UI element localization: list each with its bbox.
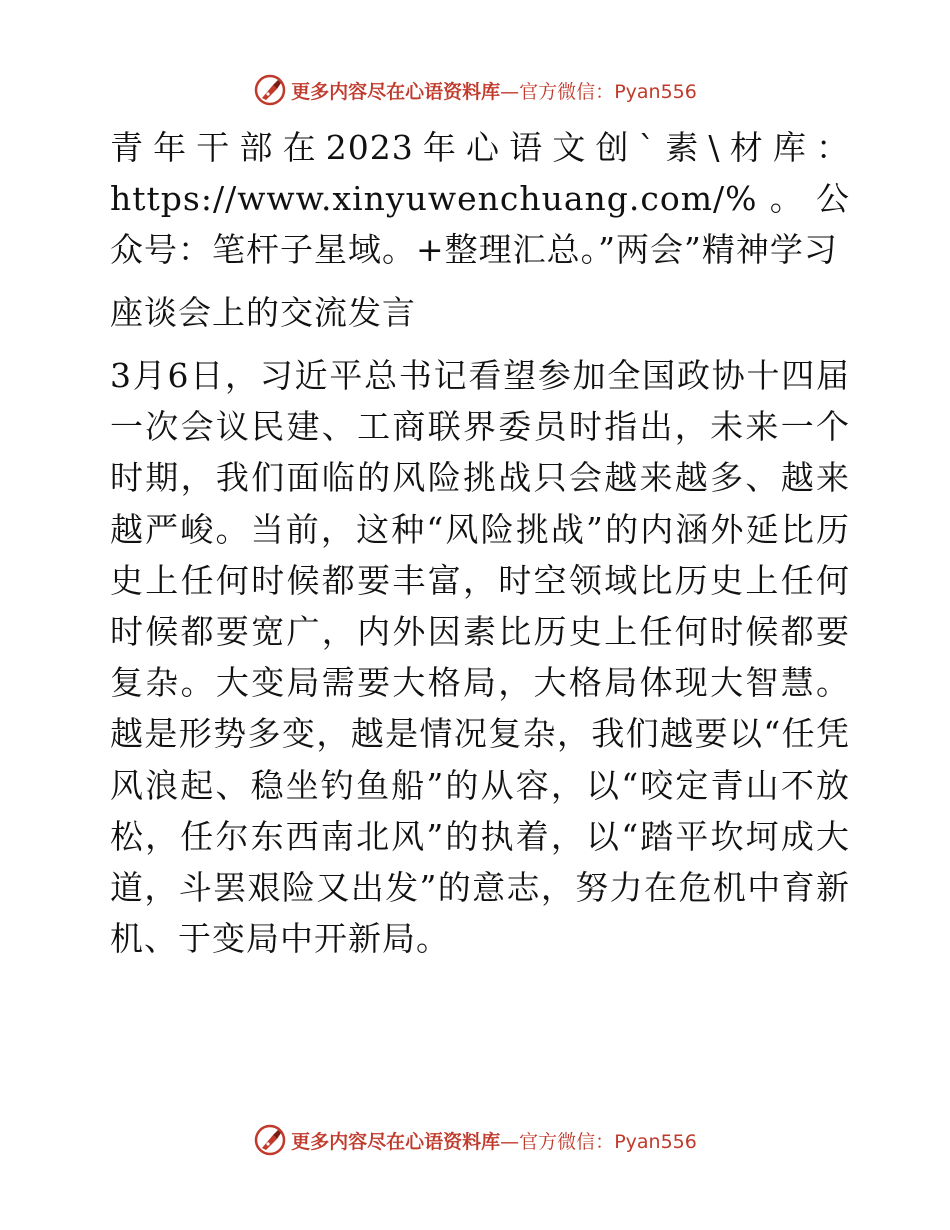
header-paragraph: 青年干部在2023年心语文创`素\材库：https://www.xinyuwenchuang.com/%。公众号：笔杆子星域。+整理汇总。”两会”精神学习 [110,128,850,269]
pen-nib-circle-icon [253,1123,287,1157]
body-paragraph: 3月6日，习近平总书记看望参加全国政协十四届一次会议民建、工商联界委员时指出，未来一个时期，我们面临的风险挑战只会越来越多、越来越严峻。当前，这种“风险挑战”的内涵外延比历史上任何时候都要丰富，时空领域比历史上任何时候都要宽广，内外因素比历史上任何时候都要复杂。大变局需要大格局，大格局体现大智慧。越是形势多变，越是情况复杂，我们越要以“任凭风浪起、稳坐钓鱼船”的从容，以“咬定青山不放松，任尔东西南北风”的执着，以“踏平坎坷成大道，斗罢艰险又出发”的意志，努力在危机中育新机、于变局中开新局。 [110,356,850,959]
watermark-text: 更多内容尽在心语资料库—官方微信：Pyan556 [291,80,697,103]
footer-watermark [0,1120,950,1160]
header-watermark [0,70,950,110]
document-body [100,122,850,976]
watermark-text: 更多内容尽在心语资料库—官方微信：Pyan556 [291,1130,697,1153]
pen-nib-circle-icon [253,73,287,107]
title-line: 座谈会上的交流发言 [110,293,416,332]
